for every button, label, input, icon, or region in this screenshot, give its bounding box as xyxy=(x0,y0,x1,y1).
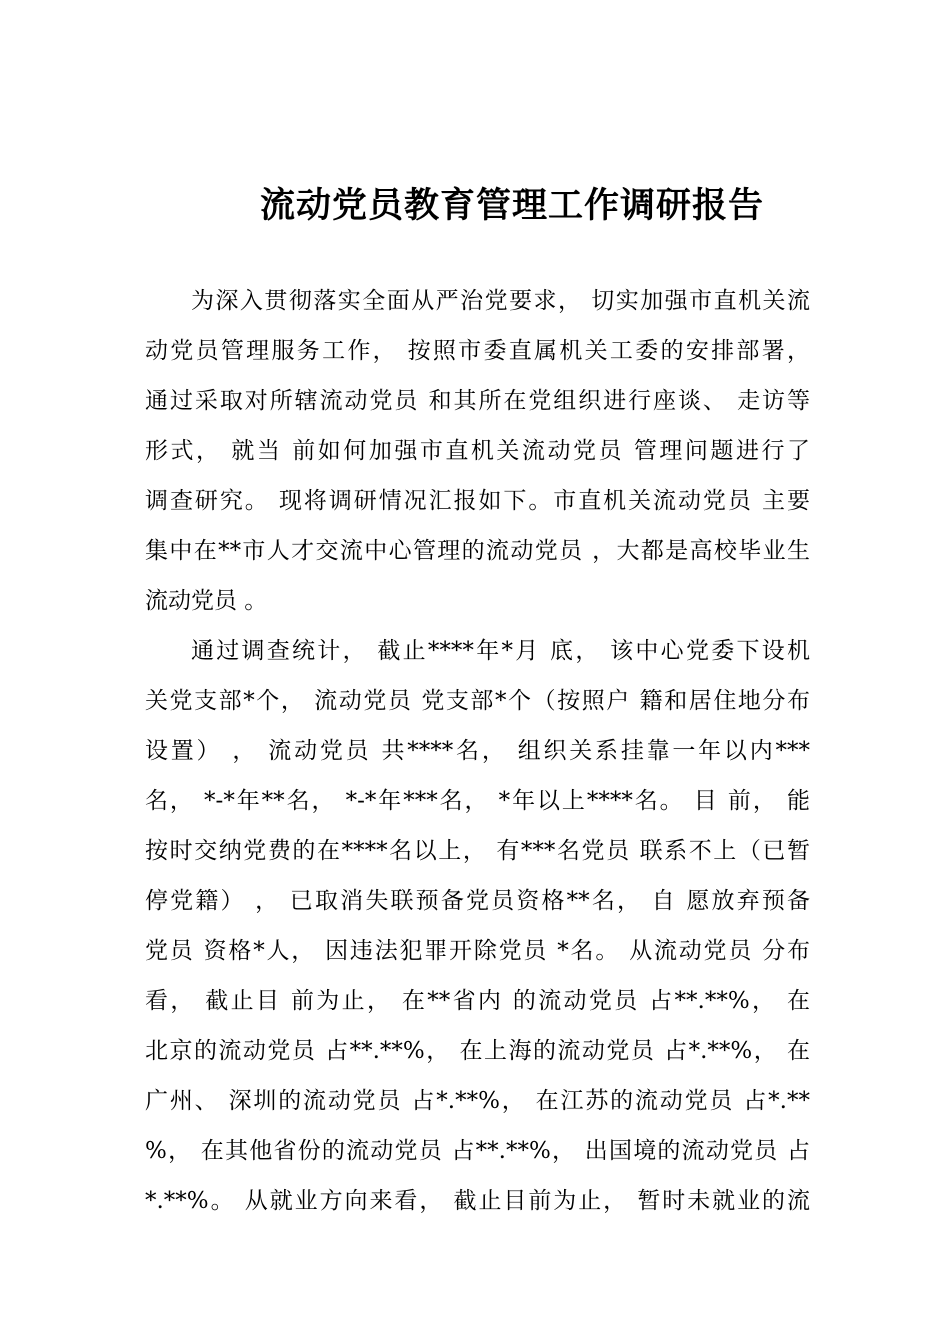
text-line: 停党籍） ， 已取消失联预备党员资格**名， 自 愿放弃预备 xyxy=(145,888,810,914)
paragraph-2 xyxy=(145,631,810,1231)
text-line: 广州、 深圳的流动党员 占*.**%， 在江苏的流动党员 占*.** xyxy=(145,1088,810,1114)
text-line: 集中在**市人才交流中心管理的流动党员 ，大都是高校毕业生 xyxy=(145,538,810,564)
text-line: 为深入贯彻落实全面从严治党要求， 切实加强市直机关流 xyxy=(191,288,810,314)
text-line: *.**%。 从就业方向来看， 截止目前为止， 暂时未就业的流 xyxy=(145,1188,810,1214)
document-title: 流动党员教育管理工作调研报告 xyxy=(259,186,764,226)
text-line: 形式， 就当 前如何加强市直机关流动党员 管理问题进行了 xyxy=(145,438,810,464)
paragraph-1 xyxy=(145,281,810,631)
text-line: 名， *-*年**名， *-*年***名， *年以上****名。 目 前， 能 xyxy=(145,788,810,814)
text-line: 北京的流动党员 占**.**%， 在上海的流动党员 占*.**%， 在 xyxy=(145,1038,810,1064)
text-line: 流动党员 。 xyxy=(145,588,268,614)
text-line: %， 在其他省份的流动党员 占**.**%， 出国境的流动党员 占 xyxy=(145,1138,810,1164)
text-line: 设置） ， 流动党员 共****名， 组织关系挂靠一年以内*** xyxy=(145,738,810,764)
text-line: 调查研究。 现将调研情况汇报如下。市直机关流动党员 主要 xyxy=(145,488,810,514)
text-line: 动党员管理服务工作， 按照市委直属机关工委的安排部署， xyxy=(145,338,810,364)
text-line: 按时交纳党费的在****名以上， 有***名党员 联系不上（已暂 xyxy=(145,838,810,864)
text-line: 关党支部*个， 流动党员 党支部*个（按照户 籍和居住地分布 xyxy=(145,688,810,714)
text-line: 通过采取对所辖流动党员 和其所在党组织进行座谈、 走访等 xyxy=(145,388,810,414)
document-body xyxy=(145,281,810,1231)
text-line: 通过调查统计， 截止****年*月 底， 该中心党委下设机 xyxy=(191,638,810,664)
text-line: 看， 截止目 前为止， 在**省内 的流动党员 占**.**%， 在 xyxy=(145,988,810,1014)
text-line: 党员 资格*人， 因违法犯罪开除党员 *名。 从流动党员 分布 xyxy=(145,938,810,964)
